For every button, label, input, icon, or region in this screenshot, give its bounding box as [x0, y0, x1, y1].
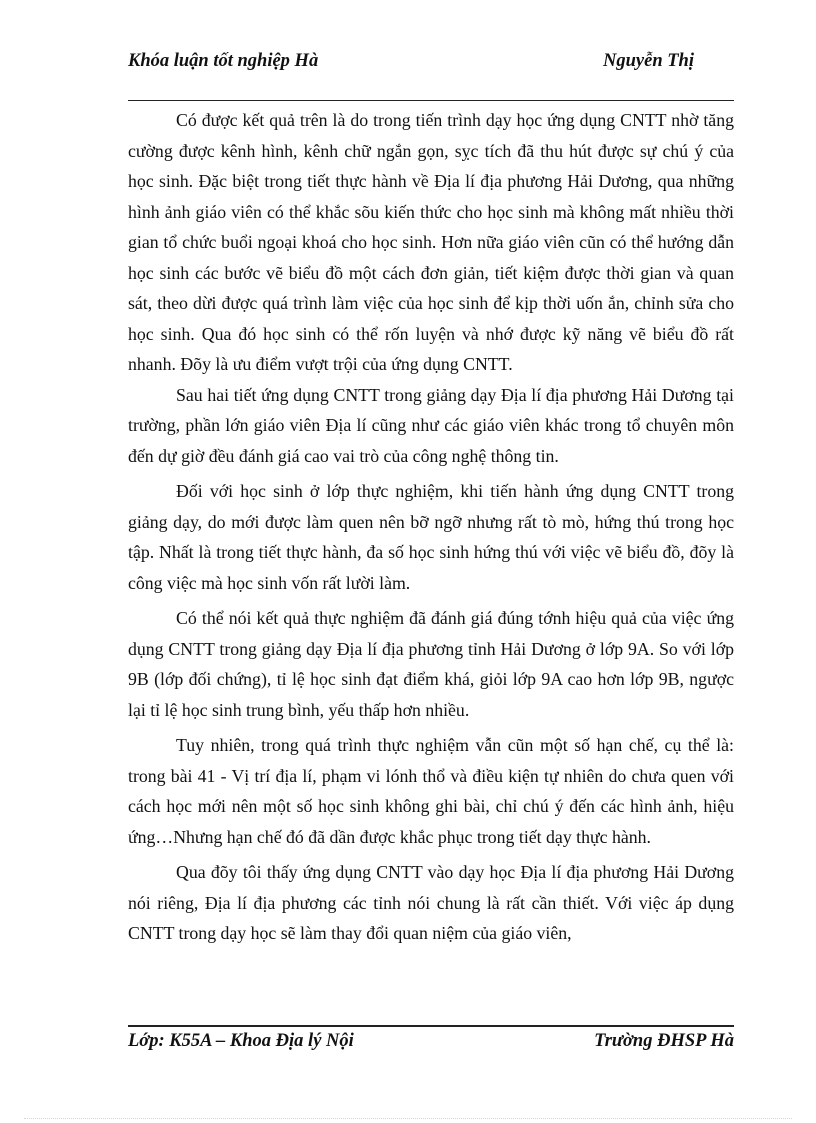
paragraph-4: Có thể nói kết quả thực nghiệm đã đánh giá đúng tớnh hiệu quả của việc ứng dụng CNTT trong giảng dạy Địa lí địa phương tỉnh Hải Dương ở lớp 9A. So với lớp 9B (lớp đối chứng), tỉ lệ học sinh đạt điểm khá, giỏi lớp 9A cao hơn lớp 9B, ngược lại tỉ lệ học sinh trung bình, yếu thấp hơn nhiều. [128, 608, 734, 720]
page-footer [128, 1030, 734, 1078]
paragraph-5: Tuy nhiên, trong quá trình thực nghiệm vẫn cũn một số hạn chế, cụ thể là: trong bài 41 - Vị trí địa lí, phạm vi lónh thổ và điều kiện tự nhiên do chưa quen với cách học mới nên một số học sinh không ghi bài, chỉ chú ý đến các hình ảnh, hiệu ứng…Nhưng hạn chế đó đã dần được khắc phục trong tiết dạy thực hành. [128, 735, 734, 847]
page-header [128, 50, 734, 98]
header-divider [128, 100, 734, 101]
document-body [128, 105, 734, 949]
footer-divider [128, 1025, 734, 1027]
paragraph-1: Có được kết quả trên là do trong tiến trình dạy học ứng dụng CNTT nhờ tăng cường được kênh hình, kênh chữ ngắn gọn, sỵc tích đã thu hút được sự chú ý của học sinh. Đặc biệt trong tiết thực hành về Địa lí địa phương Hải Dương, qua những hình ảnh giáo viên có thể khắc sõu kiến thức cho học sinh mà không mất nhiều thời gian tổ chức buổi ngoại khoá cho học sinh. Hơn nữa giáo viên cũn có thể hướng dẫn học sinh các bước vẽ biểu đồ một cách đơn giản, tiết kiệm được thời gian và quan sát, theo dừi được quá trình làm việc của học sinh để kịp thời uốn ắn, chỉnh sửa cho học sinh. Qua đó học sinh có thể rốn luyện và nhớ được kỹ năng vẽ biểu đồ rất nhanh. Đõy là ưu điểm vượt trội của ứng dụng CNTT. [128, 110, 734, 374]
footer-university: Trường ĐHSP Hà [594, 1031, 734, 1051]
page-bottom-edge [24, 1118, 792, 1119]
paragraph-2: Sau hai tiết ứng dụng CNTT trong giảng dạy Địa lí địa phương Hải Dương tại trường, phần lớn giáo viên Địa lí cũng như các giáo viên khác trong tổ chuyên môn đến dự giờ đều đánh giá cao vai trò của công nghệ thông tin. [128, 384, 734, 466]
header-author-name: Nguyễn Thị [603, 51, 694, 71]
header-thesis-title: Khóa luận tốt nghiệp Hà [128, 51, 319, 71]
paragraph-3: Đối với học sinh ở lớp thực nghiệm, khi tiến hành ứng dụng CNTT trong giảng dạy, do mới được làm quen nên bỡ ngỡ nhưng rất tò mò, hứng thú trong học tập. Nhất là trong tiết thực hành, đa số học sinh hứng thú với việc vẽ biểu đồ, đõy là công việc mà học sinh vốn rất lười làm. [128, 481, 734, 593]
paragraph-6: Qua đõy tôi thấy ứng dụng CNTT vào dạy học Địa lí địa phương Hải Dương nói riêng, Địa lí địa phương các tỉnh nói chung là rất cần thiết. Với việc áp dụng CNTT trong dạy học sẽ làm thay đổi quan niệm của giáo viên, [128, 862, 734, 943]
footer-class-info: Lớp: K55A – Khoa Địa lý Nội [128, 1031, 354, 1051]
